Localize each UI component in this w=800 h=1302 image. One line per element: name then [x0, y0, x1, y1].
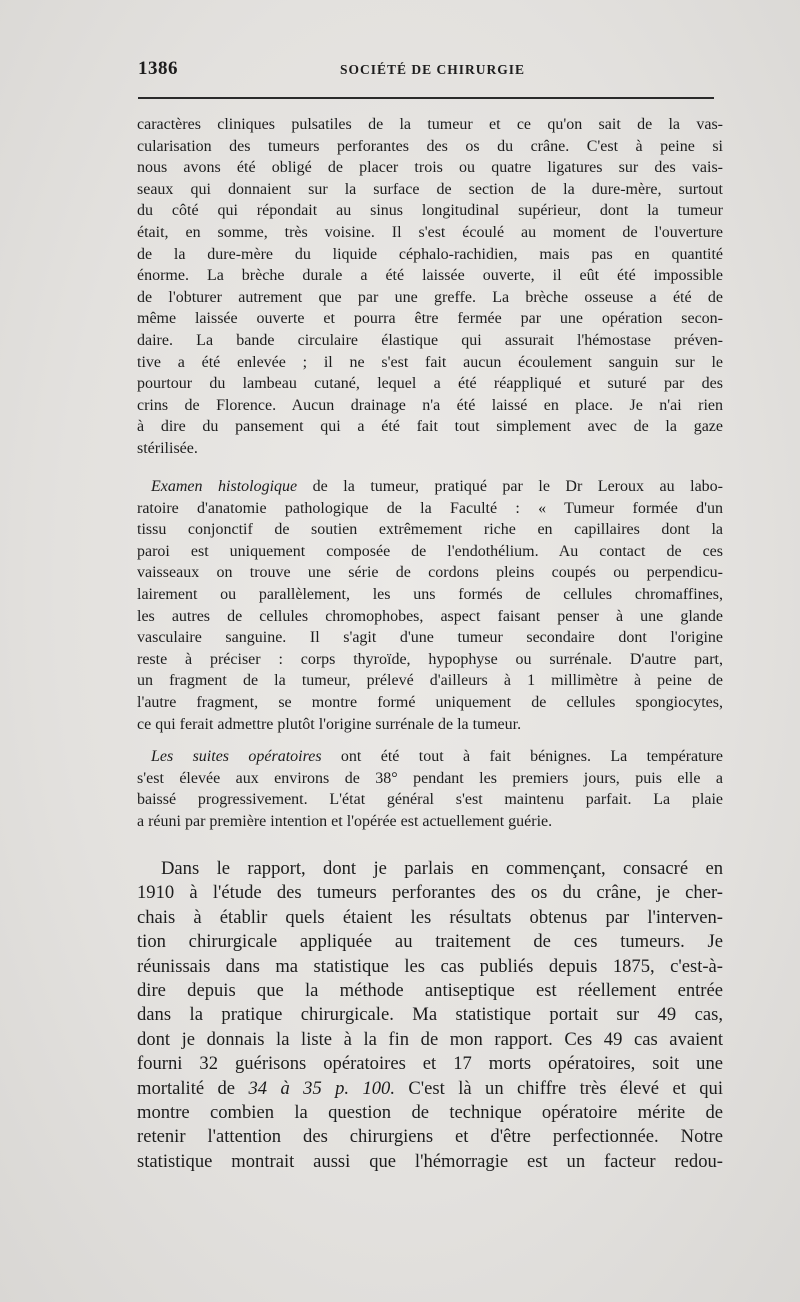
- text-line: énorme. La brèche durale a été laissée ouverte, il eût été impossible: [137, 267, 723, 285]
- text-line: statistique montrait aussi que l'hémorragie est un facteur redou-: [137, 1150, 723, 1172]
- text-line: seaux qui donnaient sur la surface de section de la dure-mère, surtout: [137, 180, 723, 198]
- text-line: 1910 à l'étude des tumeurs perforantes des os du crâne, je cher-: [137, 882, 723, 904]
- text-line: tive a été enlevée ; il ne s'est fait aucun écoulement sanguin sur le: [137, 353, 723, 371]
- text-line: a réuni par première intention et l'opérée est actuellement guérie.: [137, 812, 553, 830]
- italic-mortality: 34 à 35 p. 100.: [248, 1077, 396, 1099]
- text-line: [137, 1077, 723, 1101]
- text-line: montre combien la question de technique opératoire mérite de: [137, 1102, 723, 1124]
- text-line: cularisation des tumeurs perforantes des os du crâne. C'est à peine si: [137, 137, 723, 155]
- text-line: vaisseaux on trouve une série de cordons pleins coupés ou perpendicu-: [137, 564, 723, 582]
- text-line: réunissais dans ma statistique les cas publiés depuis 1875, c'est-à-: [137, 955, 723, 977]
- text-line: l'autre fragment, se montre formé uniquement de cellules spongiocytes,: [137, 693, 723, 711]
- text-line: reste à préciser : corps thyroïde, hypophyse ou surrénale. D'autre part,: [137, 650, 723, 668]
- running-title: SOCIÉTÉ DE CHIRURGIE: [340, 62, 526, 77]
- text-fragment: mortalité de: [137, 1077, 249, 1099]
- text-line: vasculaire sanguine. Il s'agit d'une tumeur secondaire dont l'origine: [137, 629, 723, 647]
- text-line: stérilisée.: [137, 439, 198, 457]
- paragraph-outcome: [137, 746, 723, 832]
- text-line: même laissée ouverte et pourra être fermée par une opération secon-: [137, 310, 723, 328]
- text-line: les autres de cellules chromophobes, aspect faisant penser à une glande: [137, 607, 723, 625]
- page-number: 1386: [138, 58, 178, 79]
- text-line: un fragment de la tumeur, prélevé d'ailleurs à 1 millimètre à peine de: [137, 672, 723, 690]
- paragraph-histology: [137, 476, 723, 735]
- text-line: ce qui ferait admettre plutôt l'origine surrénale de la tumeur.: [137, 715, 522, 733]
- text-fragment: C'est là un chiffre très élevé et qui: [395, 1077, 724, 1099]
- text-line: ratoire d'anatomie pathologique de la Faculté : « Tumeur formée d'un: [137, 499, 723, 517]
- text-line: dont je donnais la liste à la fin de mon rapport. Ces 49 cas avaient: [137, 1028, 723, 1050]
- text-line: caractères cliniques pulsatiles de la tumeur et ce qu'on sait de la vas-: [137, 116, 723, 133]
- text-line: à dire du pansement qui a été fait tout simplement avec de la gaze: [137, 418, 723, 436]
- paragraph-report: [137, 857, 723, 1174]
- text-fragment: de la tumeur, pratiqué par le Dr Leroux au labo-: [297, 478, 724, 495]
- text-line: tissu conjonctif de soutien extrêmement riche en capillaires dont la: [137, 521, 723, 539]
- text-line: s'est élevée aux environs de 38° pendant les premiers jours, puis elle a: [137, 769, 723, 787]
- text-line: lairement ou parallèlement, les uns formés de cellules chromaffines,: [137, 585, 723, 603]
- page-header: [138, 58, 718, 84]
- text-line: Dans le rapport, dont je parlais en commençant, consacré en: [161, 858, 723, 879]
- text-line: de la dure-mère du liquide céphalo-rachidien, mais pas en quantité: [137, 245, 723, 263]
- header-rule: [138, 97, 714, 99]
- text-line: chais à établir quels étaient les résultats obtenus par l'interven-: [137, 906, 723, 928]
- italic-lead: Les suites opératoires: [151, 748, 322, 765]
- text-line: [137, 476, 723, 498]
- text-line: était, en somme, très voisine. Il s'est écoulé au moment de l'ouverture: [137, 223, 723, 241]
- text-line: pourtour du lambeau cutané, lequel a été réappliqué et suturé par des: [137, 375, 723, 393]
- text-line: [137, 746, 723, 768]
- text-line: crins de Florence. Aucun drainage n'a été laissé en place. Je n'ai rien: [137, 396, 723, 414]
- text-line: fourni 32 guérisons opératoires et 17 morts opératoires, soit une: [137, 1053, 723, 1075]
- text-line: daire. La bande circulaire élastique qui assurait l'hémostase préven-: [137, 331, 723, 349]
- text-line: paroi est uniquement composée de l'endothélium. Au contact de ces: [137, 542, 723, 560]
- paragraph-operation: [137, 114, 723, 460]
- text-line: du côté qui répondait au sinus longitudinal supérieur, dont la tumeur: [137, 202, 723, 220]
- text-line: tion chirurgicale appliquée au traitement de ces tumeurs. Je: [137, 931, 723, 953]
- text-line: retenir l'attention des chirurgiens et d'être perfectionnée. Notre: [137, 1126, 723, 1148]
- text-line: nous avons été obligé de placer trois ou quatre ligatures sur des vais-: [137, 159, 723, 177]
- text-line: baissé progressivement. L'état général s'est maintenu parfait. La plaie: [137, 791, 723, 809]
- text-line: dans la pratique chirurgicale. Ma statistique portait sur 49 cas,: [137, 1004, 723, 1026]
- italic-lead: Examen histologique: [151, 478, 298, 495]
- text-fragment: ont été tout à fait bénignes. La température: [321, 748, 723, 765]
- text-line: de l'obturer autrement que par une greffe. La brèche osseuse a été de: [137, 288, 723, 306]
- text-line: dire depuis que la méthode antiseptique est réellement entrée: [137, 980, 723, 1002]
